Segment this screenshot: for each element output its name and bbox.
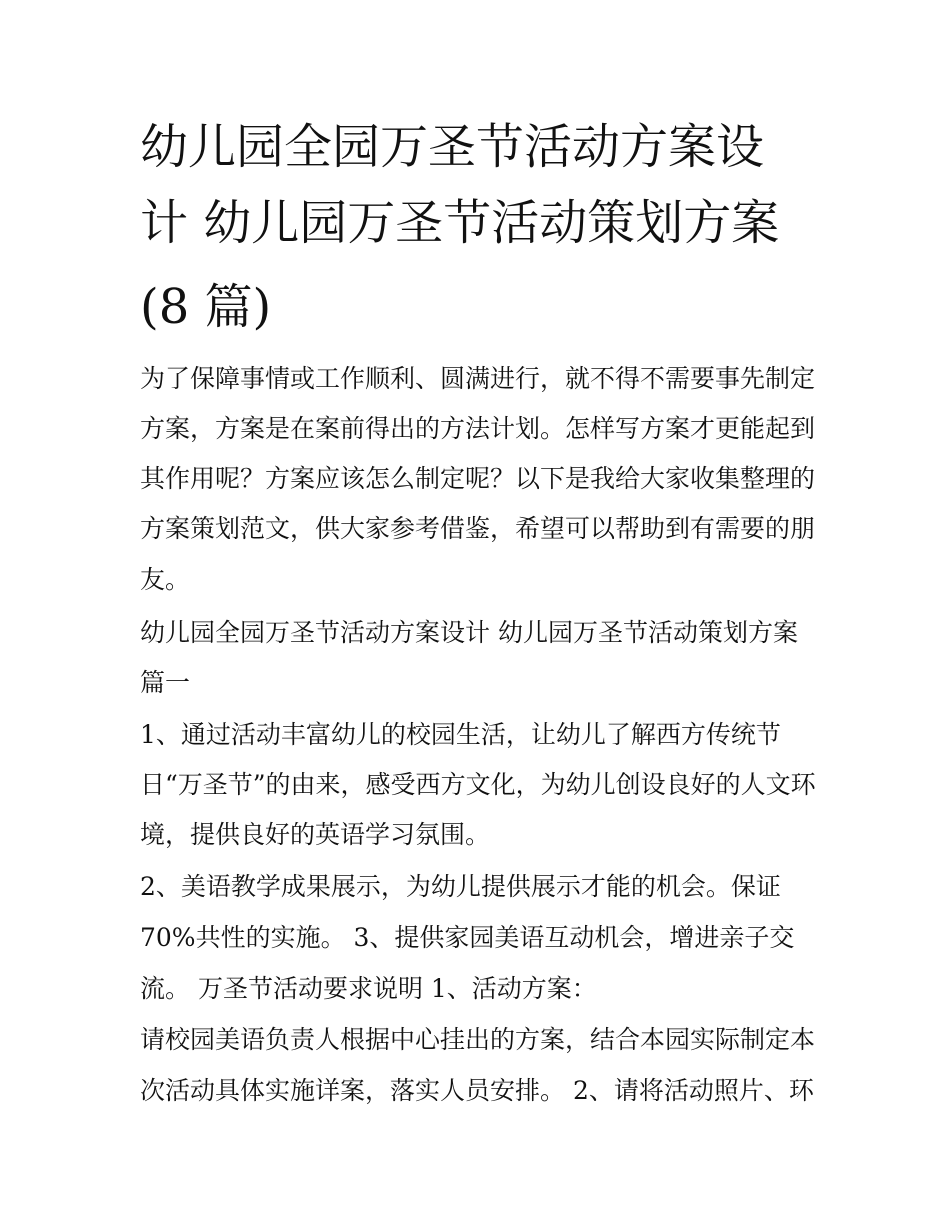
section-heading-line-1: 幼儿园全园万圣节活动方案设计 幼儿园万圣节活动策划方案 — [140, 618, 798, 647]
body-line-4: 方案策划范文，供大家参考借鉴，希望可以帮助到有需要的朋 — [140, 514, 816, 543]
body-line-12: 请校园美语负责人根据中心挂出的方案，结合本园实际制定本 — [140, 1025, 816, 1054]
document-title-line-1: 幼儿园全园万圣节活动方案设 — [140, 119, 765, 175]
document-title-line-3: (8 篇) — [140, 279, 272, 335]
body-line-8: 境，提供良好的英语学习氛围。 — [140, 820, 491, 849]
body-line-5: 友。 — [140, 565, 191, 594]
body-line-7: 日“万圣节”的由来，感受西方文化，为幼儿创设良好的人文环 — [140, 770, 816, 799]
body-line-6: 1、通过活动丰富幼儿的校园生活，让幼儿了解西方传统节 — [140, 720, 781, 749]
body-line-1: 为了保障事情或工作顺利、圆满进行，就不得不需要事先制定 — [140, 364, 816, 393]
document-title-line-2: 计 幼儿园万圣节活动策划方案 — [140, 195, 780, 251]
body-line-13: 次活动具体实施详案，落实人员安排。 2、请将活动照片、环 — [140, 1076, 814, 1105]
body-line-3: 其作用呢？方案应该怎么制定呢？以下是我给大家收集整理的 — [140, 464, 816, 493]
body-line-2: 方案，方案是在案前得出的方法计划。怎样写方案才更能起到 — [140, 414, 816, 443]
body-line-10: 70%共性的实施。 3、提供家园美语互动机会，增进亲子交 — [140, 923, 795, 952]
body-line-11: 流。 万圣节活动要求说明 1、活动方案： — [140, 974, 597, 1003]
body-line-9: 2、美语教学成果展示，为幼儿提供展示才能的机会。保证 — [140, 872, 781, 901]
section-heading-line-2: 篇一 — [140, 668, 191, 697]
